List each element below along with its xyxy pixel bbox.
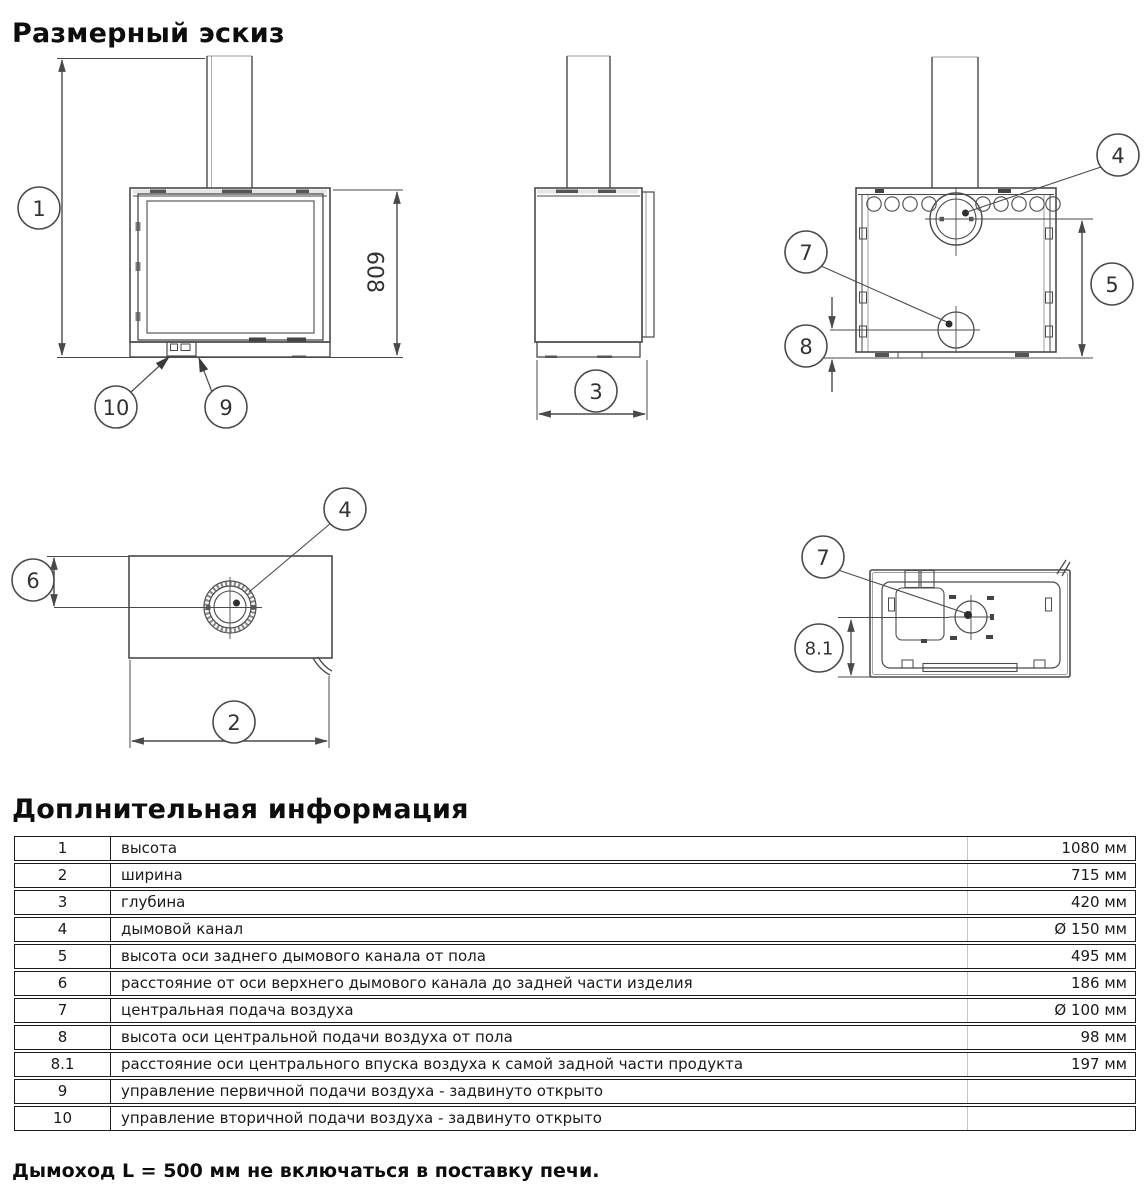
row-number: 8.1 [15,1053,111,1076]
callout-10 [95,386,137,428]
svg-text:8.1: 8.1 [804,638,834,660]
svg-text:2: 2 [227,711,241,735]
chimney-note: Дымоход L = 500 мм не включаться в поставку печи. [12,1160,600,1182]
callout-9 [205,386,247,428]
row-number: 3 [15,891,111,914]
callout-4-top [324,488,366,530]
bottom-view [795,536,1070,677]
row-value [967,1107,1135,1130]
row-description: управление вторичной подачи воздуха - задвинуто открыто [121,1109,602,1127]
row-value: 715 мм [967,864,1135,887]
row-value: 420 мм [967,891,1135,914]
row-number: 7 [15,999,111,1022]
row-description: расстояние оси центрального впуска воздуха к самой задной части продукта [121,1055,744,1073]
row-value: 1080 мм [967,837,1135,860]
row-number: 2 [15,864,111,887]
svg-text:10: 10 [102,396,130,420]
callout-4-rear [1097,134,1139,176]
row-number: 5 [15,945,111,968]
table-row [14,971,1136,996]
front-view [18,56,403,428]
svg-text:4: 4 [338,498,352,522]
table-row [14,836,1136,861]
svg-text:9: 9 [219,396,233,420]
callout-5 [1091,263,1133,305]
page-title: Размерный эскиз [12,18,285,49]
row-description: дымовой канал [121,920,244,938]
row-number: 10 [15,1107,111,1130]
row-number: 8 [15,1026,111,1049]
table-row [14,998,1136,1023]
callout-2 [213,701,255,743]
callout-7-bottom [802,536,844,578]
row-description: глубина [121,893,186,911]
callout-8 [785,325,827,367]
row-value: Ø 150 мм [967,918,1135,941]
table-row [14,1106,1136,1131]
row-value [967,1080,1135,1103]
side-view [535,56,654,420]
callout-8-1 [795,624,843,672]
svg-text:5: 5 [1105,273,1119,297]
svg-text:7: 7 [799,241,813,265]
row-value: 186 мм [967,972,1135,995]
svg-text:7: 7 [816,546,830,570]
row-description: управление первичной подачи воздуха - задвинуто открыто [121,1082,604,1100]
dim-608-label: 608 [361,251,387,293]
table-row [14,917,1136,942]
row-value: 98 мм [967,1026,1135,1049]
rear-view [785,57,1139,392]
row-description: центральная подача воздуха [121,1001,354,1019]
row-number: 4 [15,918,111,941]
row-number: 6 [15,972,111,995]
table-row [14,944,1136,969]
info-table [14,836,1136,1133]
callout-6 [12,559,54,601]
svg-text:6: 6 [26,569,40,593]
row-description: высота [121,839,178,857]
svg-text:3: 3 [589,380,603,404]
callout-1 [18,187,60,229]
callout-7-rear [785,231,827,273]
callout-3 [575,370,617,412]
table-row [14,1052,1136,1077]
row-value: 495 мм [967,945,1135,968]
table-row [14,1025,1136,1050]
row-description: высота оси центральной подачи воздуха от пола [121,1028,513,1046]
top-view [12,488,366,748]
svg-text:1: 1 [32,197,46,221]
row-number: 1 [15,837,111,860]
row-value: Ø 100 мм [967,999,1135,1022]
row-number: 9 [15,1080,111,1103]
row-value: 197 мм [967,1053,1135,1076]
table-row [14,1079,1136,1104]
table-row [14,890,1136,915]
svg-text:8: 8 [799,335,813,359]
row-description: расстояние от оси верхнего дымового канала до задней части изделия [121,974,693,992]
row-description: высота оси заднего дымового канала от пола [121,947,486,965]
table-row [14,863,1136,888]
svg-text:4: 4 [1111,144,1125,168]
row-description: ширина [121,866,183,884]
section-title-additional-info: Доплнительная информация [12,794,469,825]
